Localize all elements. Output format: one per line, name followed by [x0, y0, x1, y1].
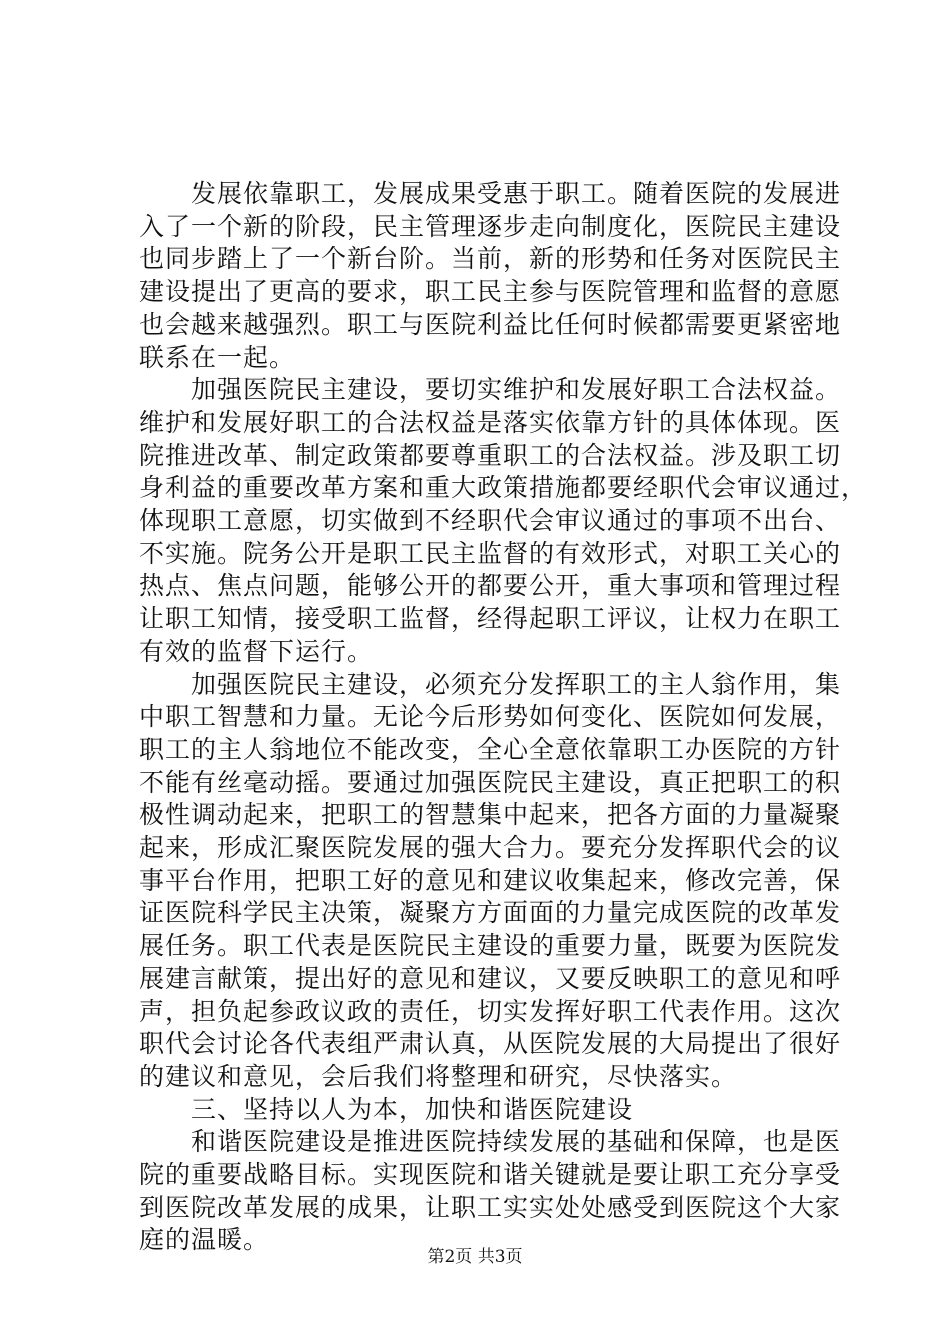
- text-line: 的建议和意见，会后我们将整理和研究，尽快落实。: [139, 1061, 738, 1091]
- text-line: 院推进改革、制定政策都要尊重职工的合法权益。涉及职工切: [139, 440, 842, 470]
- text-line: 入了一个新的阶段，民主管理逐步走向制度化，医院民主建设: [139, 211, 842, 241]
- text-line: 极性调动起来，把职工的智慧集中起来，把各方面的力量凝聚: [139, 800, 842, 830]
- text-line: 不实施。院务公开是职工民主监督的有效形式，对职工关心的: [139, 538, 842, 568]
- text-line: 起来，形成汇聚医院发展的强大合力。要充分发挥职代会的议: [139, 833, 842, 862]
- text-line: 体现职工意愿，切实做到不经职代会审议通过的事项不出台、: [139, 506, 842, 535]
- text-line: 不能有丝毫动摇。要通过加强医院民主建设，真正把职工的积: [139, 767, 842, 797]
- text-line: 身利益的重要改革方案和重大政策措施都要经职代会审议通过，: [139, 473, 868, 503]
- text-line: 和谐医院建设是推进医院持续发展的基础和保障，也是医: [139, 1127, 842, 1157]
- text-line: 建设提出了更高的要求，职工民主参与医院管理和监督的意愿: [139, 277, 842, 307]
- text-line: 维护和发展好职工的合法权益是落实依靠方针的具体体现。医: [139, 407, 842, 437]
- text-line: 也同步踏上了一个新台阶。当前，新的形势和任务对医院民主: [139, 244, 842, 274]
- text-line: 中职工智慧和力量。无论今后形势如何变化、医院如何发展，: [139, 702, 842, 732]
- text-line: 有效的监督下运行。: [139, 636, 374, 666]
- text-line: 院的重要战略目标。实现医院和谐关键就是要让职工充分享受: [139, 1160, 842, 1189]
- text-line: 加强医院民主建设，必须充分发挥职工的主人翁作用，集: [139, 669, 842, 699]
- text-line: 加强医院民主建设，要切实维护和发展好职工合法权益。: [139, 375, 842, 405]
- text-line: 三、坚持以人为本，加快和谐医院建设: [139, 1094, 634, 1124]
- text-line: 热点、焦点问题，能够公开的都要公开，重大事项和管理过程: [139, 571, 842, 601]
- text-line: 展任务。职工代表是医院民主建设的重要力量，既要为医院发: [139, 931, 842, 961]
- text-line: 职工的主人翁地位不能改变，全心全意依靠职工办医院的方针: [139, 734, 842, 764]
- text-line: 声，担负起参政议政的责任，切实发挥好职工代表作用。这次: [139, 996, 842, 1026]
- text-line: 发展依靠职工，发展成果受惠于职工。随着医院的发展进: [139, 179, 842, 208]
- text-line: 展建言献策，提出好的意见和建议，又要反映职工的意见和呼: [139, 963, 842, 993]
- text-line: 职代会讨论各代表组严肃认真，从医院发展的大局提出了很好: [139, 1029, 842, 1059]
- text-line: 事平台作用，把职工好的意见和建议收集起来，修改完善，保: [139, 865, 842, 895]
- text-line: 证医院科学民主决策，凝聚方方面面的力量完成医院的改革发: [139, 898, 842, 928]
- text-line: 也会越来越强烈。职工与医院利益比任何时候都需要更紧密地: [139, 309, 842, 339]
- text-line: 联系在一起。: [139, 342, 296, 372]
- text-line: 到医院改革发展的成果，让职工实实处处感受到医院这个大家: [139, 1192, 842, 1222]
- text-line: 让职工知情，接受职工监督，经得起职工评议，让权力在职工: [139, 604, 842, 634]
- text-line: 庭的温暖。: [139, 1225, 270, 1255]
- page-footer: 第2页 共3页: [427, 1247, 523, 1267]
